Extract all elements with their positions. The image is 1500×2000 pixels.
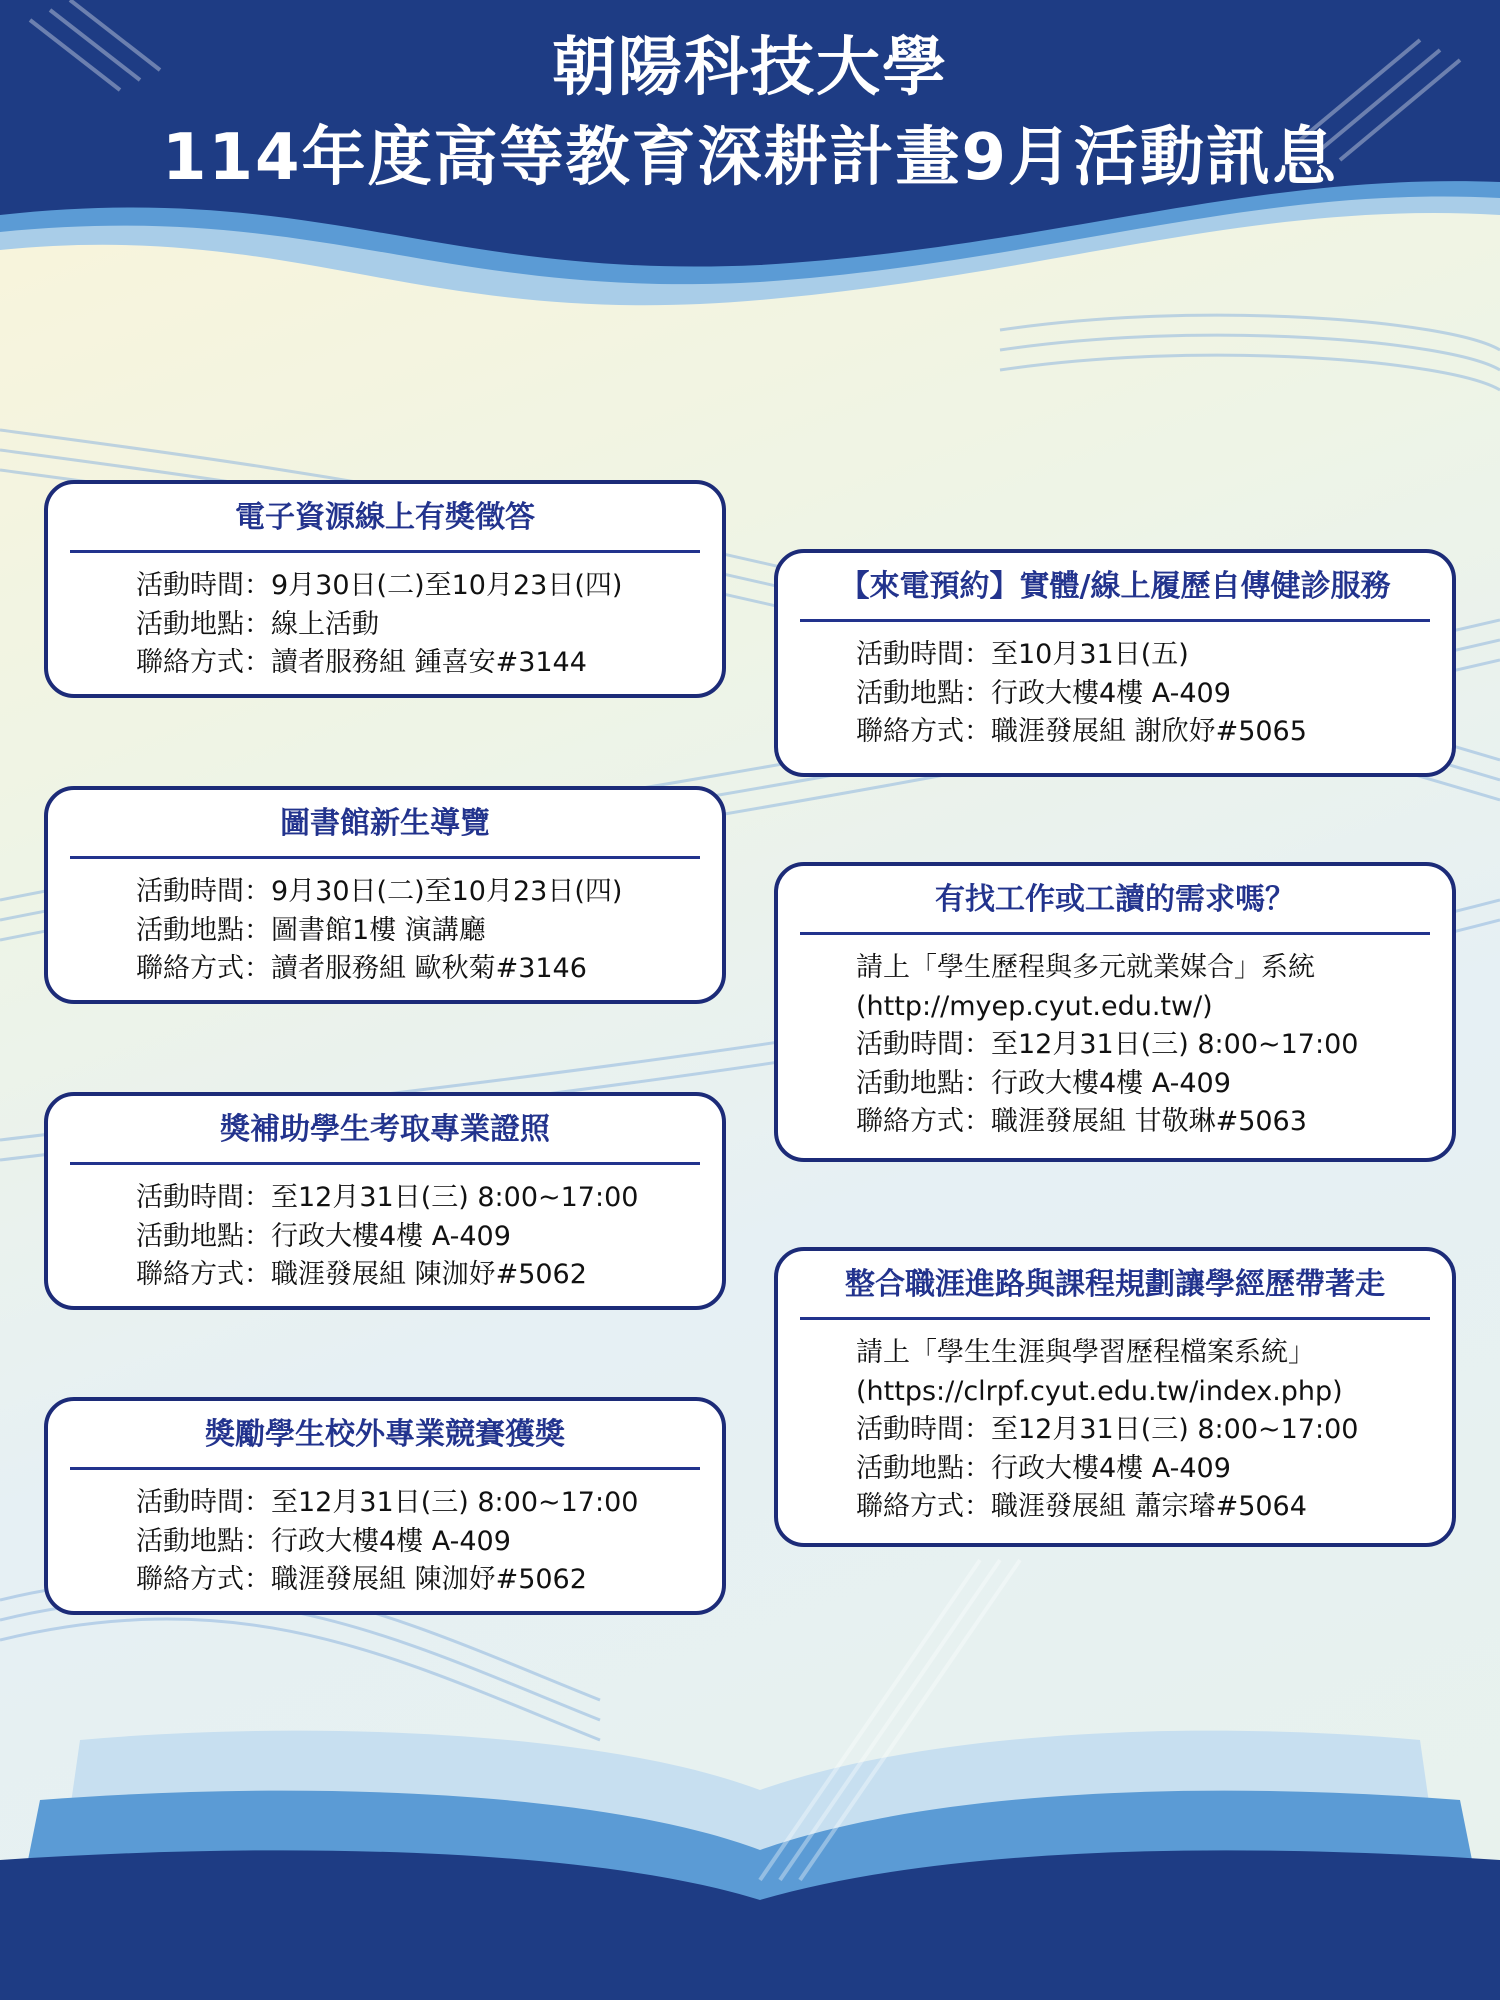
card-line-time: 活動時間：至10月31日(五) bbox=[856, 639, 1189, 670]
card-line-contact: 聯絡方式：職涯發展組 蕭宗璿#5064 bbox=[856, 1491, 1307, 1522]
card-line-location: 活動地點：圖書館1樓 演講廳 bbox=[136, 914, 486, 946]
card-line-location: 活動地點：線上活動 bbox=[136, 608, 379, 640]
card-e-resource-quiz bbox=[44, 480, 726, 698]
card-title: 【來電預約】實體/線上履歷自傳健診服務 bbox=[839, 569, 1391, 604]
card-line-contact: 聯絡方式：讀者服務組 鍾喜安#3144 bbox=[136, 647, 587, 678]
card-line-contact: 聯絡方式：職涯發展組 陳泇妤#5062 bbox=[136, 1259, 587, 1290]
card-certificate-subsidy bbox=[44, 1092, 726, 1310]
poster-header bbox=[0, 0, 1500, 230]
card-line-time: 活動時間：至12月31日(三) 8:00~17:00 bbox=[136, 1487, 639, 1518]
page-subtitle: 114年度高等教育深耕計畫9月活動訊息 bbox=[161, 121, 1339, 195]
card-line-time: 活動時間：至12月31日(三) 8:00~17:00 bbox=[856, 1029, 1359, 1060]
card-line-location: 活動地點：行政大樓4樓 A-409 bbox=[856, 1067, 1231, 1099]
card-title: 獎補助學生考取專業證照 bbox=[220, 1112, 550, 1147]
card-title: 圖書館新生導覽 bbox=[280, 806, 490, 841]
card-line-contact: 聯絡方式：讀者服務組 歐秋菊#3146 bbox=[136, 953, 587, 984]
card-competition-award bbox=[44, 1397, 726, 1615]
card-job-matching bbox=[774, 862, 1456, 1162]
card-line-url[interactable]: (https://clrpf.cyut.edu.tw/index.php) bbox=[856, 1375, 1343, 1407]
card-line-location: 活動地點：行政大樓4樓 A-409 bbox=[856, 677, 1231, 709]
card-line-contact: 聯絡方式：職涯發展組 謝欣妤#5065 bbox=[856, 716, 1307, 747]
card-line-time: 活動時間：至12月31日(三) 8:00~17:00 bbox=[856, 1414, 1359, 1445]
card-line-location: 活動地點：行政大樓4樓 A-409 bbox=[856, 1452, 1231, 1484]
card-line-system: 請上「學生生涯與學習歷程檔案系統」 bbox=[856, 1337, 1315, 1368]
card-line-contact: 聯絡方式：職涯發展組 甘敬琳#5063 bbox=[856, 1106, 1307, 1137]
card-line-time: 活動時間：9月30日(二)至10月23日(四) bbox=[136, 876, 623, 907]
card-line-contact: 聯絡方式：職涯發展組 陳泇妤#5062 bbox=[136, 1564, 587, 1595]
card-line-time: 活動時間：9月30日(二)至10月23日(四) bbox=[136, 570, 623, 601]
card-line-time: 活動時間：至12月31日(三) 8:00~17:00 bbox=[136, 1182, 639, 1213]
card-title: 獎勵學生校外專業競賽獲獎 bbox=[205, 1417, 565, 1452]
card-library-tour bbox=[44, 786, 726, 1004]
card-title: 有找工作或工讀的需求嗎？ bbox=[935, 882, 1295, 917]
card-title: 電子資源線上有獎徵答 bbox=[235, 500, 535, 535]
card-career-portfolio bbox=[774, 1247, 1456, 1547]
page-title: 朝陽科技大學 bbox=[552, 31, 948, 105]
card-line-url[interactable]: (http://myep.cyut.edu.tw/) bbox=[856, 990, 1213, 1022]
card-resume-consult bbox=[774, 549, 1456, 777]
card-line-system: 請上「學生歷程與多元就業媒合」系統 bbox=[856, 952, 1315, 983]
card-title: 整合職涯進路與課程規劃讓學經歷帶著走 bbox=[845, 1267, 1385, 1302]
card-line-location: 活動地點：行政大樓4樓 A-409 bbox=[136, 1525, 511, 1557]
card-line-location: 活動地點：行政大樓4樓 A-409 bbox=[136, 1220, 511, 1252]
